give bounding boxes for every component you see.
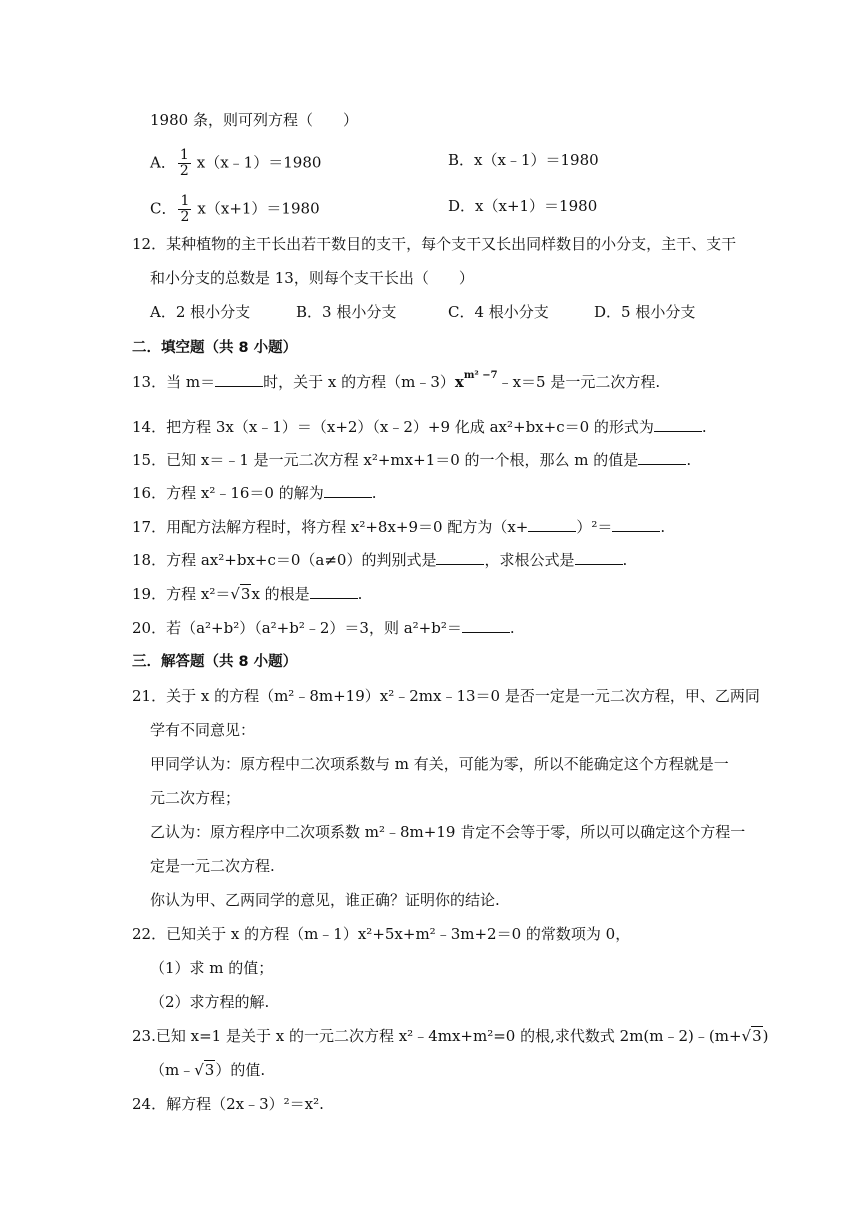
q16: 16．方程 x²﹣16＝0 的解为 .	[132, 484, 377, 502]
answer-blank	[638, 450, 686, 465]
answer-blank	[528, 517, 576, 532]
q13: 13．当 m＝ 时，关于 x 的方程$(m﹣3)x^{m^2 -7}﹣x=5$ 是一元二次方程.	[132, 370, 661, 391]
q19: 19．方程 x²＝√3x 的根是 .	[132, 585, 363, 603]
q12-line2: 和小分支的总数是 13，则每个支干长出（ ）	[150, 269, 474, 287]
q20: 20．若（a²+b²）（a²+b²﹣2）＝3，则 a²+b²＝ .	[132, 619, 515, 637]
q12-option-a: A．2 根小分支	[150, 303, 251, 321]
q11-option-d	[448, 196, 597, 216]
q21-line: 学有不同意见：	[150, 721, 256, 739]
answer-blank	[575, 550, 623, 565]
q11-option-b	[448, 150, 599, 170]
square-root: √3	[194, 1061, 215, 1079]
q21-line: 甲同学认为：原方程中二次项系数与 m 有关，可能为零，所以不能确定这个方程就是一	[150, 755, 729, 773]
q21-line: 定是一元二次方程.	[150, 857, 275, 875]
answer-blank	[462, 618, 510, 633]
option-text: x（x﹣1）＝1980	[474, 151, 599, 169]
fraction: $\frac{1}{2}$	[180, 193, 190, 225]
q15: 15．已知 x＝﹣1 是一元二次方程 x²+mx+1＝0 的一个根，那么 m 的值是 .	[132, 451, 692, 469]
option-letter: D．	[448, 197, 476, 215]
q22-part-2: （2）求方程的解.	[150, 993, 270, 1011]
option-letter: A．	[150, 153, 176, 172]
q18: 18．方程 ax²+bx+c＝0（a≠0）的判别式是 ，求根公式是 .	[132, 551, 628, 569]
q12-line1: 12．某种植物的主干长出若干数目的支干，每个支干又长出同样数目的小分支，主干、支干	[132, 235, 737, 253]
q12-option-c: C．4 根小分支	[448, 303, 549, 321]
q21-line: 21．关于 x 的方程（m²﹣8m+19）x²﹣2mx﹣13＝0 是否一定是一元二次方程，甲、乙两同	[132, 687, 760, 705]
answer-blank	[436, 550, 484, 565]
answer-blank	[612, 517, 660, 532]
section-heading-fill-in: 二．填空题（共 8 小题）	[132, 340, 298, 356]
q21-line: 你认为甲、乙两同学的意见，谁正确？证明你的结论.	[150, 891, 500, 909]
q17: 17．用配方法解方程时，将方程 x²+8x+9＝0 配方为（x+ ）²＝ .	[132, 518, 666, 536]
option-text: x（x+1）＝1980	[475, 197, 598, 215]
q11-option-a	[150, 148, 321, 179]
q22-line: 22．已知关于 x 的方程（m﹣1）x²+5x+m²﹣3m+2＝0 的常数项为 0，	[132, 925, 631, 943]
square-root: √3	[230, 585, 251, 603]
option-letter: C．	[150, 199, 177, 218]
q12-option-d: D．5 根小分支	[594, 303, 696, 321]
q21-line: 元二次方程；	[150, 789, 241, 807]
q23-line1: 23.已知 x=1 是关于 x 的一元二次方程 x²﹣4mx+m²=0 的根,求代数式 2m(m﹣2)﹣(m+√3)	[132, 1027, 769, 1045]
answer-blank	[310, 584, 358, 599]
q14: 14．把方程 3x（x﹣1）＝（x+2）（x﹣2）+9 化成 ax²+bx+c＝0 的形式为 .	[132, 418, 707, 436]
option-text: x（x+1）＝1980	[197, 199, 320, 218]
q21-line: 乙认为：原方程序中二次项系数 m²﹣8m+19 肯定不会等于零，所以可以确定这个方程一	[150, 823, 746, 841]
power-exponent: m² −7	[463, 370, 498, 381]
answer-blank	[654, 417, 702, 432]
square-root: √3	[741, 1027, 762, 1045]
section-heading-answer: 三．解答题（共 8 小题）	[132, 654, 298, 670]
option-text: x（x﹣1）＝1980	[196, 153, 322, 172]
answer-blank	[324, 483, 372, 498]
power-base: x	[454, 373, 464, 391]
fraction: $\frac{1}{2}$	[179, 147, 189, 179]
q24: 24．解方程（2x﹣3）²＝x².	[132, 1095, 324, 1113]
q12-option-b: B．3 根小分支	[296, 303, 397, 321]
q22-part-1: （1）求 m 的值；	[150, 959, 274, 977]
answer-blank	[215, 372, 263, 387]
q23-line2: （m﹣√3）的值.	[150, 1061, 266, 1079]
q11-option-c	[150, 194, 320, 225]
option-letter: B．	[448, 151, 475, 169]
q11-continuation: 1980 条，则可列方程（ ）	[150, 111, 358, 129]
